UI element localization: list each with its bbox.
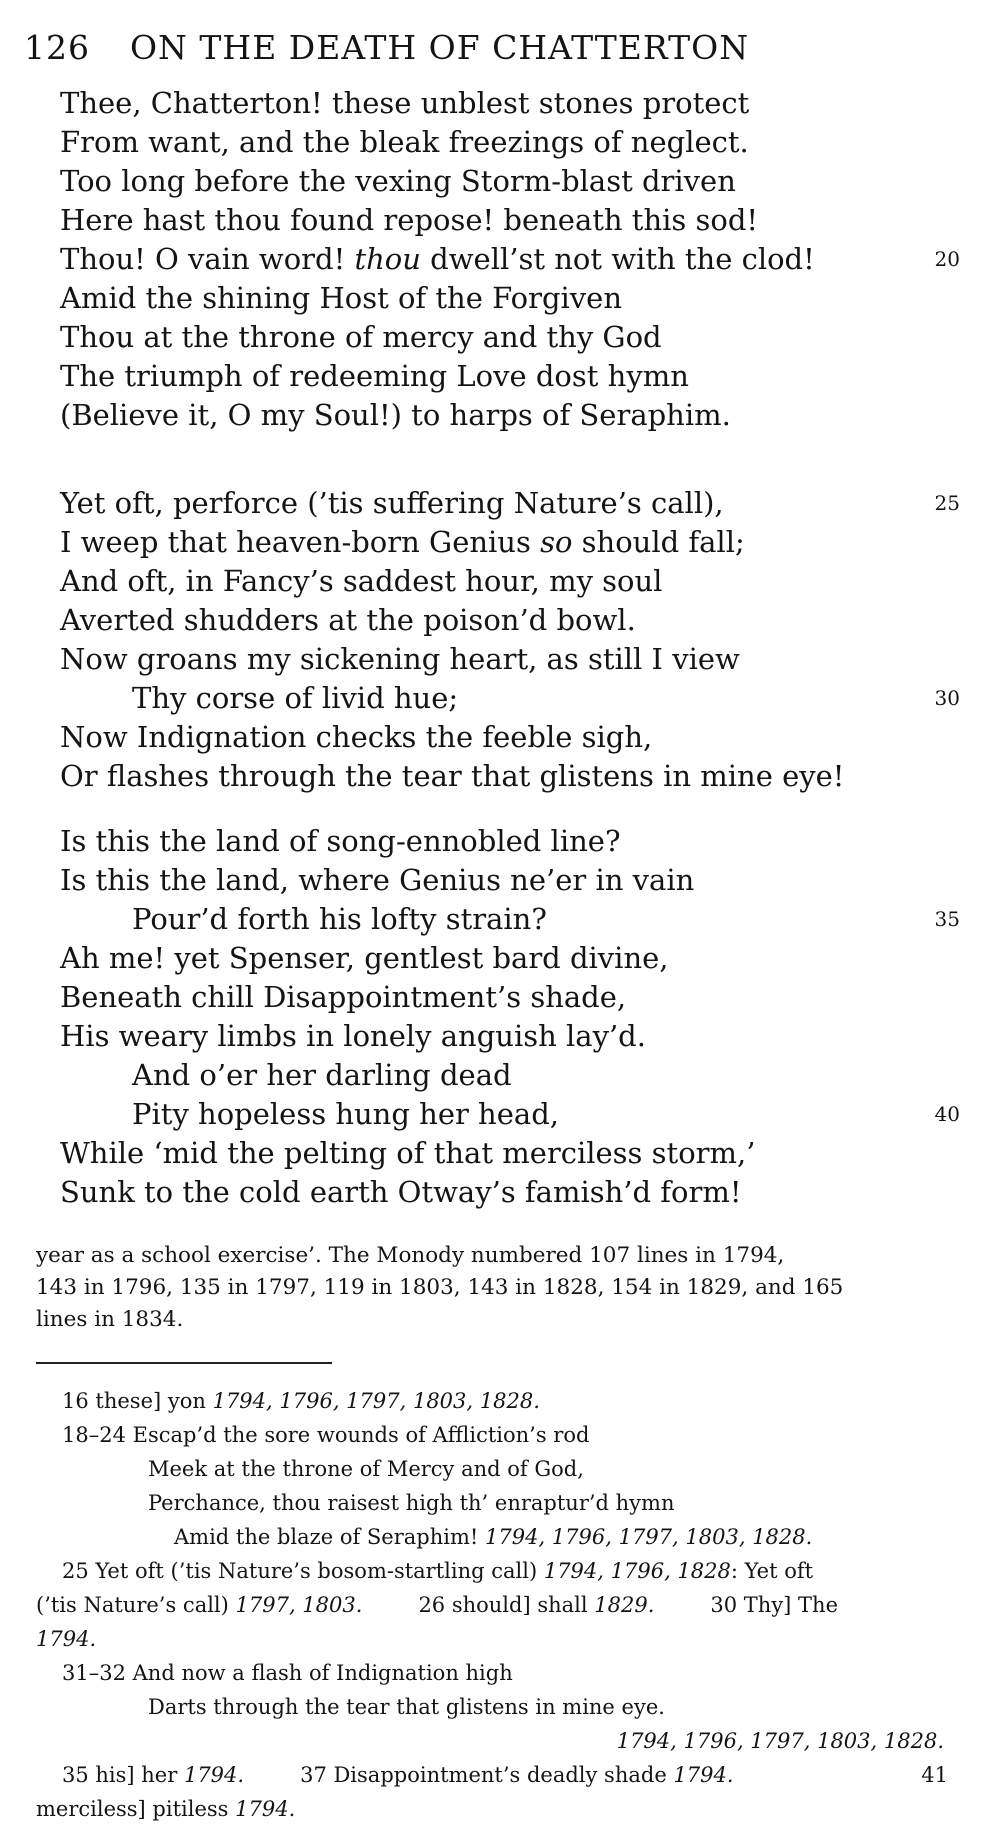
footnote-line: Meek at the throne of Mercy and of God, xyxy=(148,1457,584,1481)
poem-line: Too long before the vexing Storm-blast driven xyxy=(60,164,736,198)
poem-line: The triumph of redeeming Love dost hymn xyxy=(60,359,689,393)
poem-line: Or flashes through the tear that glistens in mine eye! xyxy=(60,759,845,793)
footnote-line: (’tis Nature’s call) 1797, 1803. 26 should] shall 1829. 30 Thy] The xyxy=(36,1593,839,1617)
line-number: 20 xyxy=(934,247,960,271)
page-number: 126 xyxy=(24,28,90,67)
poem-line: From want, and the bleak freezings of neglect. xyxy=(60,125,749,159)
poem-line: Averted shudders at the poison’d bowl. xyxy=(60,603,636,637)
poem-line: Now Indignation checks the feeble sigh, xyxy=(60,720,653,754)
line-number: 35 xyxy=(934,907,960,931)
poem-line: Thy corse of livid hue; 30 xyxy=(60,679,960,718)
footnote-line: 1794. xyxy=(36,1627,97,1651)
note-line: year as a school exercise’. The Monody numbered 107 lines in 1794, xyxy=(36,1243,785,1268)
poem-line: Thou! O vain word! thou dwell’st not with the clod! 20 xyxy=(60,240,960,279)
footnote-25: 25 Yet oft (’tis Nature’s bosom-startling call) 1794, 1796, 1828: Yet oft xyxy=(62,1559,814,1583)
line-number: 30 xyxy=(934,686,960,710)
footnote-41: 41 xyxy=(921,1763,948,1787)
poem-line: Amid the shining Host of the Forgiven xyxy=(60,281,623,315)
footnote-31-32: 31–32 And now a flash of Indignation high xyxy=(62,1661,513,1685)
poem-line: And o’er her darling dead xyxy=(132,1058,512,1092)
footnote-rule xyxy=(36,1362,332,1364)
footnote-16: 16 these] yon 1794, 1796, 1797, 1803, 1828. xyxy=(62,1389,540,1413)
stanza-2 xyxy=(60,484,960,796)
footnote-line: merciless] pitiless 1794. xyxy=(36,1797,296,1821)
poem-line: Is this the land, where Genius ne’er in vain xyxy=(60,863,695,897)
footnote-30: 30 Thy] The xyxy=(710,1593,839,1617)
running-header xyxy=(24,28,749,67)
poem-line: I weep that heaven-born Genius so should fall; xyxy=(60,525,745,559)
poem-line: Pour’d forth his lofty strain? 35 xyxy=(60,900,960,939)
note-line: lines in 1834. xyxy=(36,1307,184,1332)
note-line: 143 in 1796, 135 in 1797, 119 in 1803, 143 in 1828, 154 in 1829, and 165 xyxy=(36,1275,844,1300)
line-number: 25 xyxy=(934,491,960,515)
footnote-18-24: 18–24 Escap’d the sore wounds of Affliction’s rod xyxy=(62,1423,590,1447)
footnote-35: 35 his] her 1794. 37 Disappointment’s deadly shade 1794. 41 xyxy=(36,1758,972,1792)
poem-line: Is this the land of song-ennobled line? xyxy=(60,824,621,858)
poem-line: While ‘mid the pelting of that merciless storm,’ xyxy=(60,1136,756,1170)
poem-line: Ah me! yet Spenser, gentlest bard divine, xyxy=(60,941,669,975)
stanza-3 xyxy=(60,822,960,1212)
stanza-1 xyxy=(60,84,960,435)
intro-note xyxy=(36,1240,972,1336)
poem-line: Yet oft, perforce (’tis suffering Nature’s call), 25 xyxy=(60,484,960,523)
line-number: 40 xyxy=(934,1102,960,1126)
footnote-line: 1794, 1796, 1797, 1803, 1828. xyxy=(616,1729,944,1753)
poem-line: And oft, in Fancy’s saddest hour, my soul xyxy=(60,564,663,598)
poem-line: Here hast thou found repose! beneath this sod! xyxy=(60,203,759,237)
poem-line: Beneath chill Disappointment’s shade, xyxy=(60,980,627,1014)
poem-line: Now groans my sickening heart, as still I view xyxy=(60,642,740,676)
poem-line: Thee, Chatterton! these unblest stones protect xyxy=(60,86,750,120)
poem-line: Thou at the throne of mercy and thy God xyxy=(60,320,662,354)
poem-line: Pity hopeless hung her head, 40 xyxy=(60,1095,960,1134)
footnotes xyxy=(36,1384,972,1826)
footnote-line: Darts through the tear that glistens in mine eye. xyxy=(148,1695,665,1719)
poem-line: (Believe it, O my Soul!) to harps of Seraphim. xyxy=(60,398,731,432)
footnote-37: 37 Disappointment’s deadly shade xyxy=(300,1763,674,1787)
poem-line: Sunk to the cold earth Otway’s famish’d form! xyxy=(60,1175,742,1209)
page-title: ON THE DEATH OF CHATTERTON xyxy=(130,28,750,67)
poem-line: His weary limbs in lonely anguish lay’d. xyxy=(60,1019,646,1053)
footnote-26: 26 should] shall xyxy=(418,1593,595,1617)
footnote-line: Perchance, thou raisest high th’ enraptur’d hymn xyxy=(148,1491,675,1515)
footnote-line: Amid the blaze of Seraphim! 1794, 1796, 1797, 1803, 1828. xyxy=(174,1525,813,1549)
